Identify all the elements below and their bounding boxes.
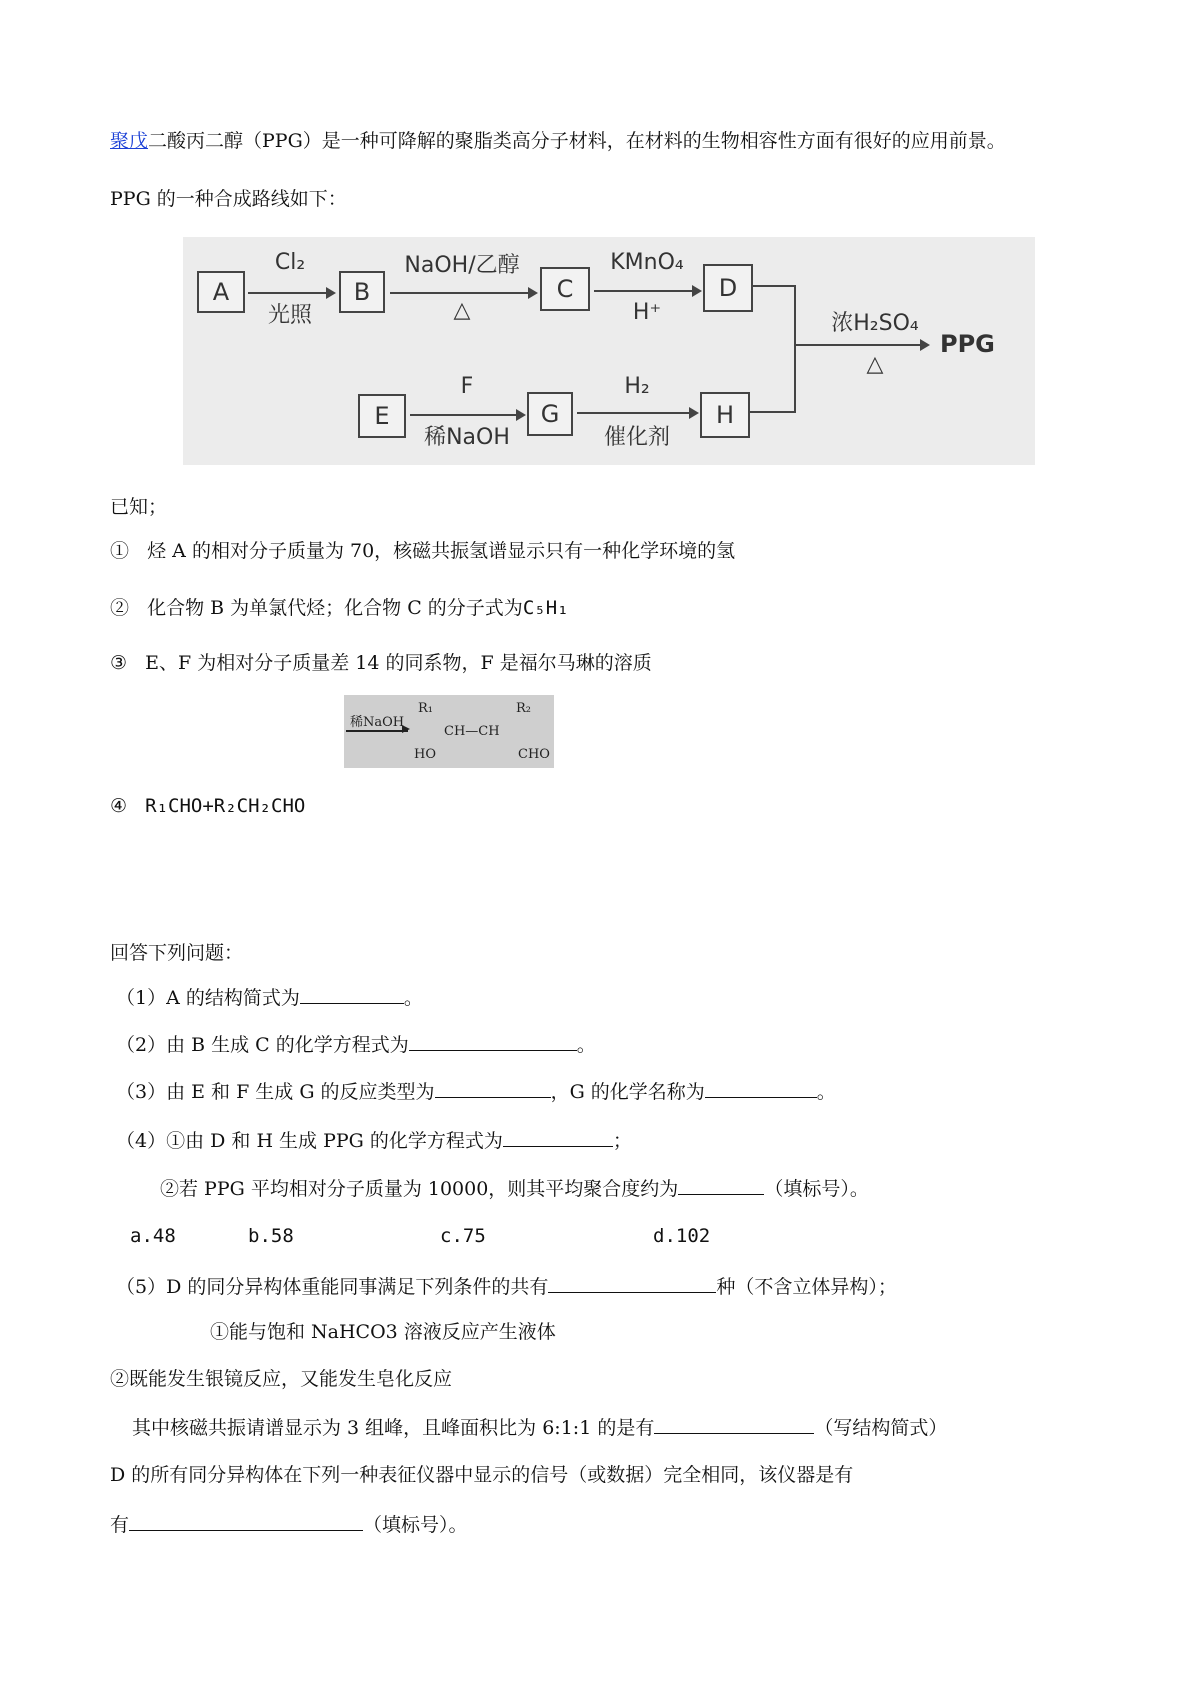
known-item-3-number: ③	[110, 652, 128, 674]
known-item-4-formula: R₁CHO+R₂CH₂CHO	[145, 795, 306, 817]
answer-blank-4a[interactable]	[503, 1126, 613, 1147]
option-b[interactable]: b.58	[248, 1225, 294, 1247]
question-3-text: （3）由 E 和 F 生成 G 的反应类型为	[116, 1081, 435, 1103]
question-4a-end: ；	[612, 1130, 632, 1152]
cond-eg-bottom: 稀NaOH	[424, 425, 510, 450]
known-item-3-text: E、F 为相对分子质量差 14 的同系物，F 是福尔马琳的溶质	[145, 652, 652, 674]
cond-ab-top: Cl₂	[274, 250, 306, 275]
question-5d-end: （填标号）。	[363, 1514, 468, 1536]
known-item-4-number: ④	[110, 795, 128, 817]
question-5d	[110, 1510, 468, 1538]
question-2-end: 。	[576, 1034, 596, 1056]
question-5b-end: （写结构简式）	[814, 1417, 948, 1439]
answer-blank-1[interactable]	[300, 983, 404, 1004]
compound-D: D	[703, 264, 753, 312]
question-5b	[132, 1413, 947, 1441]
known-item-1-text: 烃 A 的相对分子质量为 70，核磁共振氢谱显示只有一种化学环境的氢	[147, 540, 736, 562]
r2-label: R₂	[516, 701, 531, 716]
arrow-bc	[390, 292, 536, 294]
compound-E: E	[358, 394, 406, 438]
arrow-final	[796, 344, 928, 346]
intro-line-1	[110, 128, 1006, 154]
answer-blank-3b[interactable]	[705, 1077, 817, 1098]
answer-blank-2[interactable]	[409, 1030, 577, 1051]
option-c[interactable]: c.75	[440, 1225, 486, 1247]
r1-label: R₁	[418, 701, 433, 716]
question-1-end: 。	[403, 987, 423, 1009]
questions-heading: 回答下列问题：	[110, 942, 244, 964]
reaction-arrow-head	[402, 725, 410, 733]
cond-eg-top: F	[460, 374, 474, 399]
arrow-gh	[577, 412, 697, 414]
known-item-1-number: ①	[110, 540, 130, 562]
known-heading: 已知；	[110, 496, 168, 518]
known-item-1	[110, 538, 735, 564]
question-2-text: （2）由 B 生成 C 的化学方程式为	[116, 1034, 409, 1056]
cond-final-top: 浓H₂SO₄	[831, 311, 919, 336]
aldol-reaction-figure	[344, 695, 554, 768]
arrow-cd	[594, 290, 700, 292]
arrow-ab	[248, 292, 334, 294]
cond-gh-bottom: 催化剂	[603, 425, 670, 450]
condition-2: ②既能发生银镜反应，又能发生皂化反应	[110, 1368, 453, 1390]
reagent-label: 稀NaOH	[350, 715, 405, 730]
connector-h	[750, 411, 795, 413]
option-d[interactable]: d.102	[653, 1225, 711, 1247]
question-3	[116, 1077, 836, 1105]
answer-blank-5b[interactable]	[654, 1413, 814, 1434]
question-5b-text: 其中核磁共振请谱显示为 3 组峰，且峰面积比为 6:1:1 的是有	[132, 1417, 655, 1439]
known-item-4	[110, 793, 305, 819]
answer-blank-4b[interactable]	[678, 1174, 764, 1195]
cho-label: CHO	[518, 747, 550, 762]
question-5-end: 种（不含立体异构）；	[716, 1276, 897, 1298]
product-ppg: PPG	[940, 330, 995, 358]
reaction-arrow	[346, 730, 408, 732]
question-1	[116, 983, 423, 1011]
cond-ab-bottom: 光照	[267, 303, 312, 328]
question-4b-text: ②若 PPG 平均相对分子质量为 10000，则其平均聚合度约为	[160, 1178, 679, 1200]
question-4a	[116, 1126, 632, 1154]
answer-blank-5d[interactable]	[129, 1510, 363, 1531]
cond-bc-top: NaOH/乙醇	[404, 253, 520, 278]
term-link[interactable]: 聚戊	[110, 130, 149, 152]
question-5	[116, 1272, 897, 1300]
known-item-2-text: 化合物 B 为单氯代烃；化合物 C 的分子式为	[147, 597, 523, 619]
ho-label: HO	[414, 747, 436, 762]
question-5c: D 的所有同分异构体在下列一种表征仪器中显示的信号（或数据）完全相同，该仪器是有	[110, 1464, 854, 1486]
compound-G: G	[527, 392, 573, 436]
question-3-mid: ，G 的化学名称为	[550, 1081, 705, 1103]
cond-cd-bottom: H⁺	[632, 300, 662, 325]
cond-gh-top: H₂	[624, 374, 650, 399]
compound-A: A	[197, 271, 245, 313]
question-3-end: 。	[816, 1081, 836, 1103]
arrow-eg	[410, 414, 524, 416]
question-1-text: （1）A 的结构简式为	[116, 987, 300, 1009]
chain-label: CH—CH	[444, 724, 500, 739]
question-5d-text: 有	[110, 1514, 130, 1536]
question-2	[116, 1030, 596, 1058]
cond-cd-top: KMnO₄	[610, 250, 684, 275]
compound-H: H	[700, 392, 750, 438]
option-a[interactable]: a.48	[130, 1225, 176, 1247]
connector-d	[753, 285, 795, 287]
known-item-3	[110, 650, 652, 676]
answer-blank-5[interactable]	[548, 1272, 716, 1293]
cond-final-bottom: △	[866, 352, 884, 377]
known-item-2-number: ②	[110, 597, 130, 619]
intro-line-2: PPG 的一种合成路线如下：	[110, 188, 347, 210]
question-4a-text: （4）①由 D 和 H 生成 PPG 的化学方程式为	[116, 1130, 503, 1152]
intro-text: 二酸丙二醇（PPG）是一种可降解的聚脂类高分子材料，在材料的生物相容性方面有很好的应用前景。	[148, 130, 1006, 152]
question-5-text: （5）D 的同分异构体重能同事满足下列条件的共有	[116, 1276, 549, 1298]
compound-B: B	[339, 271, 385, 313]
condition-1: ①能与饱和 NaHCO3 溶液反应产生液体	[210, 1321, 556, 1343]
question-4b	[160, 1174, 869, 1202]
question-4b-end: （填标号）。	[764, 1178, 869, 1200]
known-item-2	[110, 595, 569, 621]
cond-bc-bottom: △	[453, 298, 471, 323]
answer-blank-3a[interactable]	[435, 1077, 551, 1098]
formula-c: C₅H₁	[522, 597, 569, 619]
compound-C: C	[540, 267, 590, 311]
connector-join	[794, 285, 796, 413]
